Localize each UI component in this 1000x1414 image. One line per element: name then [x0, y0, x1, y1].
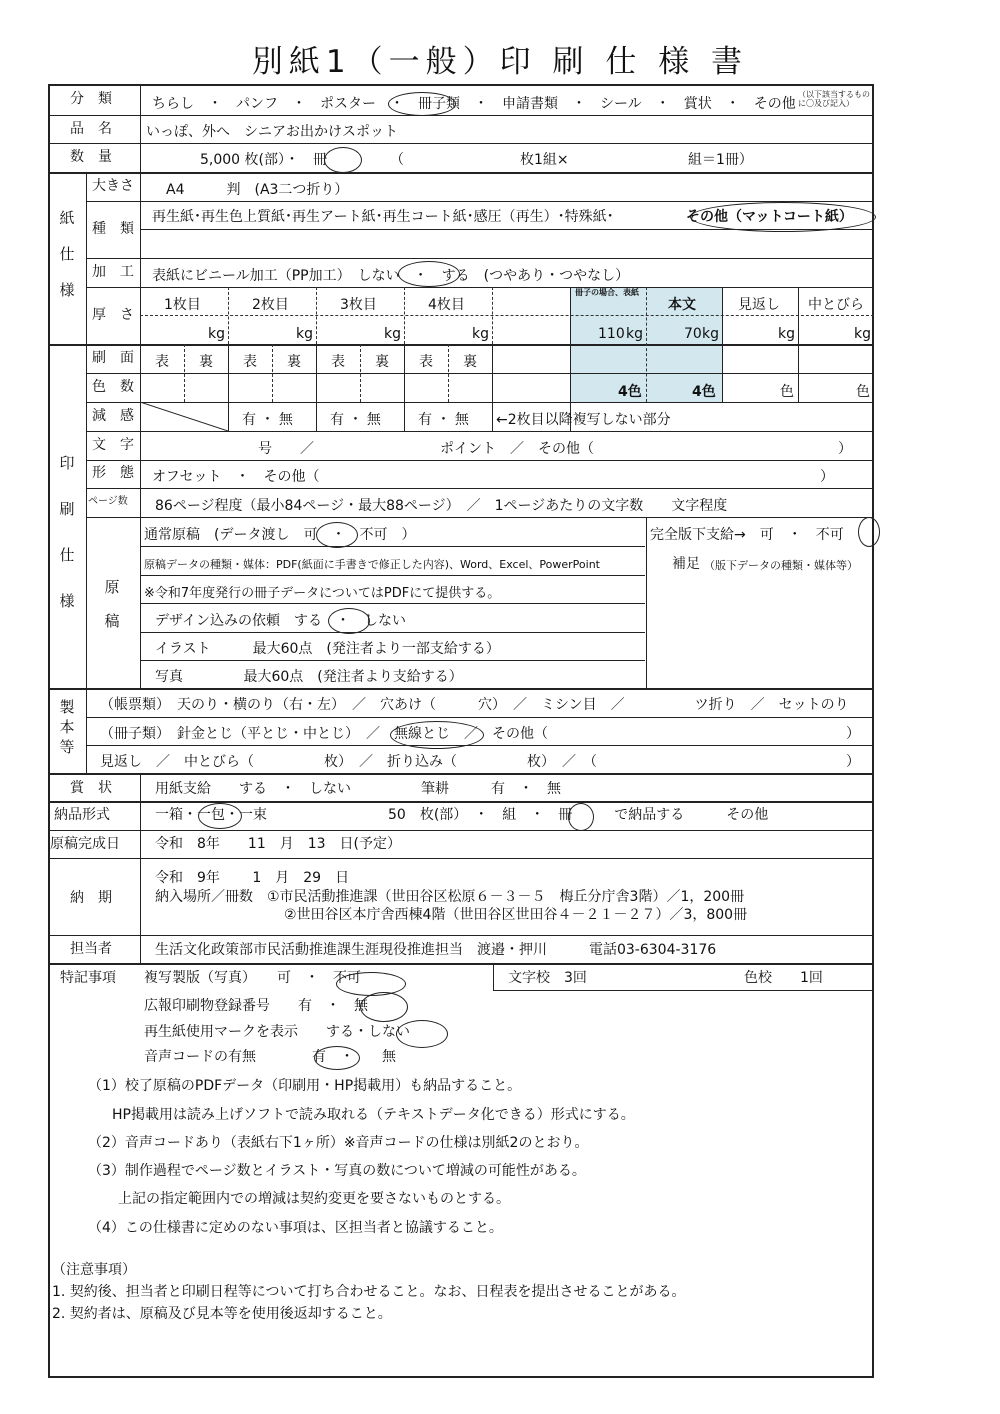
nohin-left: 一箱・一包・一束	[155, 807, 267, 823]
hosoku-note: （版下データの種類・媒体等）	[704, 559, 858, 572]
label-shojo: 賞 状	[70, 780, 112, 796]
label-insatsu-group: 印 刷 仕 様	[59, 454, 75, 610]
bunrui-options: ちらし ・ パンフ ・ ポスター ・ 冊子類 ・ 申請書類 ・ シール ・ 賞状 ・ その他	[152, 96, 796, 112]
circle-suru	[328, 608, 370, 634]
seihon-row1: （帳票類） 天のり・横のり（右・左） ／ 穴あけ（ 穴） ／ ミシン目 ／ ツ折り ／ セットのり	[100, 697, 849, 713]
label-tantosha: 担当者	[70, 941, 112, 957]
tokki-note-1: （1）校了原稿のPDFデータ（印刷用・HP掲載用）も納品すること。	[88, 1078, 522, 1094]
tokki-item-2: 広報印刷物登録番号 有 ・ 無	[144, 998, 368, 1014]
mojiko-value: 文字校 3回	[508, 970, 587, 986]
kami-shurui-a: 再生紙･再生色上質紙･再生アート紙･再生コート紙･感圧（再生）･特殊紙･	[152, 209, 614, 225]
hyoshi-kg: kg	[626, 326, 643, 342]
atsusa-head-4: 4枚目	[428, 297, 465, 313]
label-genko: 原 稿	[104, 578, 120, 630]
label-tokki: 特記事項	[60, 970, 116, 986]
colors-booklet: 4色	[618, 384, 642, 400]
side-omote-1: 表	[155, 354, 169, 370]
tokki-item-1: 複写製版（写真） 可 ・ 不可	[144, 970, 361, 986]
suryo-sets: 枚1組×	[520, 152, 569, 168]
honbun-weight: 70	[684, 326, 702, 342]
label-genkan: 減 感	[92, 408, 134, 424]
atsusa-head-2: 2枚目	[252, 297, 289, 313]
atsusa-head-1: 1枚目	[164, 297, 201, 313]
kami-shurui-b: その他（マットコート紙）	[686, 209, 853, 225]
genko-row2: 原稿データの種類・媒体：PDF(紙面に手書きで修正した内容)、Word、Excel、PowerPoint	[144, 558, 600, 571]
bunrui-note: （以下該当するものに〇及び記入）	[798, 90, 870, 108]
label-keitai: 形 態	[92, 465, 134, 481]
kg-3: kg	[384, 326, 401, 342]
label-noki: 納 期	[70, 890, 112, 906]
side-omote-2: 表	[243, 354, 257, 370]
circle-mu	[360, 992, 408, 1022]
circle-musen	[390, 721, 484, 749]
label-nohin-keishiki: 納品形式	[54, 807, 110, 823]
suryo-paren: （	[390, 152, 404, 168]
suryo-count: 5,000 枚(部）・ 冊	[200, 152, 327, 168]
side-ura-1: 裏	[199, 354, 213, 370]
nohin-right: 50 枚(部） ・ 組 ・ 冊 で納品する その他	[388, 807, 769, 823]
tokki-note-2: HP掲載用は読み上げソフトで読み取れる（テキストデータ化できる）形式にする。	[112, 1107, 635, 1123]
label-kako: 加 工	[92, 264, 134, 280]
kami-kako: 表紙にビニール加工（PP加工） しない ・ する (つやあり・つやなし）	[152, 268, 630, 284]
keitai-close: ）	[820, 469, 834, 485]
genko-row6: 写真 最大60点 (発注者より支給する）	[155, 669, 463, 685]
circle-matt-coat	[690, 202, 876, 232]
side-ura-2: 裏	[287, 354, 301, 370]
kg-4: kg	[472, 326, 489, 342]
kg-2: kg	[296, 326, 313, 342]
moji-value: 号 ／ ポイント ／ その他（	[258, 441, 594, 457]
colors-honbun: 4色	[692, 384, 716, 400]
label-kami-group: 紙 仕 様	[59, 209, 75, 299]
tokki-note-4: （3）制作過程でページ数とイラスト・写真の数について増減の可能性がある。	[88, 1163, 586, 1179]
tantosha-value: 生活文化政策部市民活動推進課生涯現役推進担当 渡邉・押川 電話03-6304-3176	[155, 942, 717, 958]
circle-fuka	[858, 517, 880, 547]
chui-item-1: 1. 契約後、担当者と印刷日程等について打ち合わせること。なお、日程表を提出させることがある。	[52, 1284, 686, 1300]
genko-row5: イラスト 最大60点 (発注者より一部支給する）	[155, 641, 500, 657]
label-moji: 文 字	[92, 437, 134, 453]
pages-value: 86ページ程度（最小84ページ・最大88ページ） ／ 1ページあたりの文字数 文字程度	[155, 498, 728, 514]
kami-ookisa: A4 判 (A3二つ折り）	[166, 182, 349, 198]
booklet-note: 冊子の場合、表紙	[575, 288, 639, 297]
genkan-1: 有 ・ 無	[242, 412, 293, 428]
circle-satsu	[324, 147, 362, 173]
genkan-diagonal-line	[140, 402, 228, 431]
honbun-kg: kg	[702, 326, 719, 342]
hyoshi-weight: 110	[598, 326, 625, 342]
genko-row1: 通常原稿 (データ渡し 可 ・ 不可 ）	[144, 527, 416, 543]
genko-kansei-value: 令和 8年 11 月 13 日(予定）	[155, 836, 401, 852]
label-shurui: 種 類	[92, 221, 134, 237]
nakatobira-head: 中とびら	[808, 297, 864, 313]
tokki-item-4: 音声コードの有無 有 ・ 無	[144, 1049, 396, 1065]
keitai-value: オフセット ・ その他（	[152, 469, 320, 485]
label-atsusa: 厚 さ	[92, 307, 134, 323]
label-ookisa: 大きさ	[92, 178, 134, 194]
noki-date: 令和 9年 1 月 29 日	[155, 870, 350, 886]
suryo-books: 組＝1冊）	[688, 152, 753, 168]
color-unit-mikaeshi: 色	[780, 384, 794, 400]
mikaeshi-kg: kg	[778, 326, 795, 342]
hanka-value: 完全版下支給→ 可 ・ 不可	[650, 527, 844, 543]
honbun-head: 本文	[668, 297, 696, 313]
label-bunrui: 分 類	[70, 91, 112, 107]
genko-row3: ※令和7年度発行の冊子データについてはPDFにて提供する。	[144, 586, 501, 601]
genko-row4: デザイン込みの依頼 する ・ しない	[155, 613, 407, 629]
tokki-note-6: （4）この仕様書に定めのない事項は、区担当者と協議すること。	[88, 1220, 503, 1236]
kg-1: kg	[208, 326, 225, 342]
chui-heading: （注意事項）	[52, 1262, 136, 1278]
nakatobira-kg: kg	[854, 326, 871, 342]
circle-booklet	[388, 92, 456, 116]
genkan-2: 有 ・ 無	[330, 412, 381, 428]
side-omote-3: 表	[331, 354, 345, 370]
label-hinmei: 品 名	[70, 121, 112, 137]
seihon-row3: 見返し ／ 中とびら（ 枚） ／ 折り込み（ 枚） ／ （	[100, 754, 597, 770]
label-surimen: 刷 面	[92, 350, 134, 366]
seihon-row2: （冊子類） 針金とじ（平とじ・中とじ） ／ 無線とじ ／ その他（	[100, 726, 548, 742]
seihon-row2-close: ）	[846, 726, 860, 742]
side-ura-3: 裏	[375, 354, 389, 370]
color-unit-nakatobira: 色	[856, 384, 870, 400]
circle-satsu-nohin	[568, 803, 594, 831]
seihon-row3-close: ）	[846, 754, 860, 770]
tokki-note-5: 上記の指定範囲内での増減は契約変更を要さないものとする。	[118, 1191, 510, 1207]
hinmei-value: いっぽ、外へ シニアお出かけスポット	[146, 124, 398, 140]
page-title: 別紙1（一般）印 刷 仕 様 書	[251, 44, 749, 80]
circle-fuka-tokki	[336, 972, 406, 996]
circle-shinai-mark	[396, 1020, 448, 1048]
side-ura-4: 裏	[463, 354, 477, 370]
circle-ari	[314, 1046, 360, 1070]
label-seihon-group: 製 本 等	[59, 698, 75, 756]
noki-place2: ②世田谷区本庁舎西棟4階（世田谷区世田谷４－２１－２７）／3，800冊	[284, 907, 748, 923]
iroko-value: 色校 1回	[744, 970, 823, 986]
label-genko-kansei: 原稿完成日	[50, 836, 120, 852]
tokki-note-3: （2）音声コードあり（表紙右下1ヶ所）※音声コードの仕様は別紙2のとおり。	[88, 1135, 589, 1151]
noki-place1: 納入場所／冊数 ①市民活動推進課（世田谷区松原６－３－５ 梅丘分庁舎3階）／1，200冊	[155, 889, 745, 905]
circle-shinai	[398, 261, 460, 287]
side-omote-4: 表	[419, 354, 433, 370]
circle-ka	[316, 522, 358, 548]
mikaeshi-head: 見返し	[738, 297, 780, 313]
label-suryo: 数 量	[70, 149, 112, 165]
genkan-note: ←2枚目以降複写しない部分	[496, 412, 671, 428]
tokki-item-3: 再生紙使用マークを表示 する・しない	[144, 1024, 410, 1040]
genkan-3: 有 ・ 無	[418, 412, 469, 428]
moji-close: ）	[838, 441, 852, 457]
shojo-value: 用紙支給 する ・ しない 筆耕 有 ・ 無	[155, 781, 561, 797]
hosoku-label: 補足	[672, 556, 700, 572]
label-pages: ページ数	[88, 496, 128, 507]
chui-item-2: 2. 契約者は、原稿及び見本等を使用後返却すること。	[52, 1306, 392, 1322]
circle-ippo	[198, 803, 242, 829]
atsusa-head-3: 3枚目	[340, 297, 377, 313]
label-shikisu: 色 数	[92, 379, 134, 395]
